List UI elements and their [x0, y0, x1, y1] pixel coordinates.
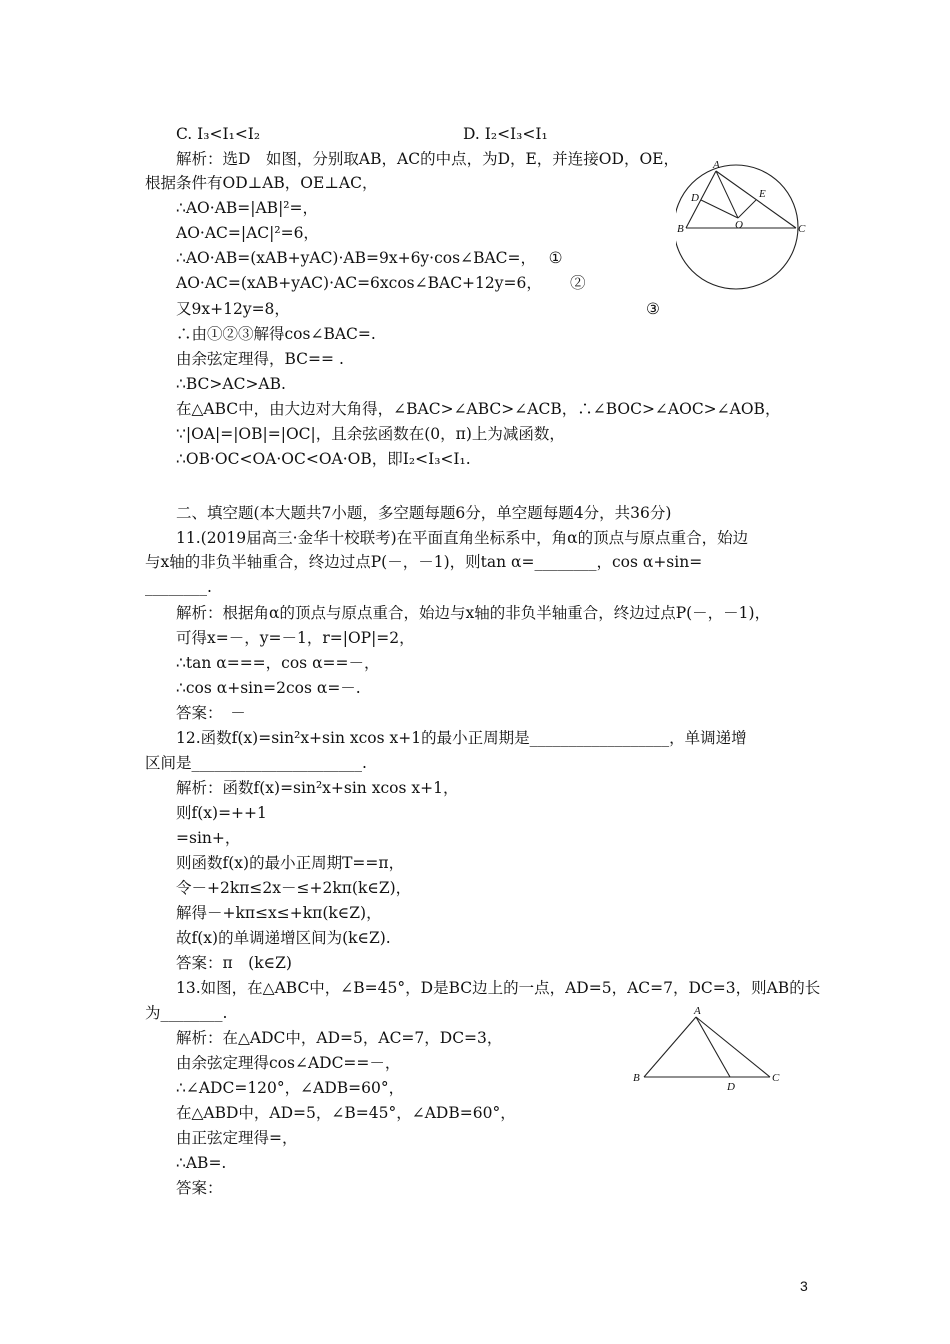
solution-line: 解析：函数f(x)=sin²x+sin xcos x+1，: [176, 779, 459, 797]
label-c: C: [798, 223, 806, 235]
question-line: 13.如图，在△ABC中，∠B=45°，D是BC边上的一点，AD=5，AC=7，DC=3，则AB的长: [176, 979, 821, 997]
solution-line: AO·AC=|AC|²=6，: [176, 224, 319, 242]
solution-line: 解析：选D 如图，分别取AB，AC的中点，为D，E，并连接OD，OE，: [176, 150, 679, 168]
solution-line: 根据条件有OD⊥AB，OE⊥AC，: [145, 174, 378, 192]
solution-line: ∴cos α+sin=2cos α=－.: [176, 679, 361, 697]
answer-line: 答案：π (k∈Z): [176, 954, 292, 972]
question-line: 为________.: [145, 1004, 228, 1022]
question-line: 与x轴的非负半轴重合，终边过点P(－，－1)，则tan α=________，cos α+sin=: [145, 553, 703, 571]
choice-d: D. I₂<I₃<I₁: [463, 125, 548, 143]
solution-line: 在△ABD中，AD=5，∠B=45°，∠ADB=60°，: [176, 1104, 516, 1122]
label-a: A: [713, 159, 720, 171]
label-d: D: [691, 192, 699, 204]
answer-line: 答案： －: [176, 704, 246, 722]
side-ab: [644, 1017, 696, 1077]
solution-line: 可得x=－，y=－1，r=|OP|=2，: [176, 629, 415, 647]
solution-line: ∴由①②③解得cos∠BAC=.: [176, 325, 376, 343]
solution-line: ∴∠ADC=120°，∠ADB=60°，: [176, 1079, 405, 1097]
solution-line: ∴AB=.: [176, 1154, 227, 1172]
solution-line: ∴BC>AC>AB.: [176, 375, 286, 393]
solution-line: ∴tan α===，cos α==－，: [176, 654, 380, 672]
solution-line: AO·AC=(xAB+yAC)·AC=6xcos∠BAC+12y=6， ②: [176, 274, 586, 292]
solution-line: 则f(x)=++1: [176, 804, 267, 822]
solution-line: 又9x+12y=8，: [176, 300, 290, 318]
circle-triangle-figure: [676, 155, 806, 305]
label-b: B: [633, 1072, 640, 1084]
solution-line: 则函数f(x)的最小正周期T==π，: [176, 854, 405, 872]
label-e: E: [759, 188, 766, 200]
solution-line: 解析：根据角α的顶点与原点重合，始边与x轴的非负半轴重合，终边过点P(－，－1)，: [176, 604, 771, 622]
solution-line: 解析：在△ADC中，AD=5，AC=7，DC=3，: [176, 1029, 503, 1047]
solution-line: 在△ABC中，由大边对大角得，∠BAC>∠ABC>∠ACB，∴∠BOC>∠AOC>∠AOB，: [176, 400, 781, 418]
question-line: 12.函数f(x)=sin²x+sin xcos x+1的最小正周期是__________________，单调递增: [176, 729, 747, 747]
solution-line: =sin+，: [176, 829, 241, 847]
segment-od: [701, 200, 738, 218]
answer-line: 答案：: [176, 1179, 223, 1197]
side-ac: [696, 1017, 770, 1077]
label-b: B: [677, 223, 684, 235]
equation-marker-3: ③: [646, 300, 660, 318]
page-number: 3: [800, 1278, 808, 1294]
choice-c: C. I₃<I₁<I₂: [176, 125, 261, 143]
question-line: ________.: [145, 578, 212, 596]
solution-line: 由正弦定理得=，: [176, 1129, 298, 1147]
segment-ad: [696, 1017, 730, 1077]
segment-ao: [716, 171, 738, 218]
section-title: 二、填空题(本大题共7小题，多空题每题6分，单空题每题4分，共36分): [176, 504, 672, 522]
solution-line: ∵|OA|=|OB|=|OC|，且余弦函数在(0，π)上为减函数，: [176, 425, 565, 443]
label-o: O: [735, 219, 743, 231]
solution-line: 令－+2kπ≤2x－≤+2kπ(k∈Z)，: [176, 879, 412, 897]
triangle-figure: [628, 1003, 788, 1093]
question-line: 11.(2019届高三·金华十校联考)在平面直角坐标系中，角α的顶点与原点重合，始边: [176, 529, 749, 547]
solution-line: 解得－+kπ≤x≤+kπ(k∈Z)，: [176, 904, 382, 922]
label-d: D: [727, 1081, 735, 1093]
question-line: 区间是______________________.: [145, 754, 367, 772]
label-a: A: [694, 1005, 701, 1017]
solution-line: 由余弦定理得cos∠ADC==－，: [176, 1054, 401, 1072]
label-c: C: [772, 1072, 780, 1084]
solution-line: ∴AO·AB=|AB|²=，: [176, 199, 318, 217]
solution-line: 由余弦定理得，BC== .: [176, 350, 344, 368]
solution-line: ∴AO·AB=(xAB+yAC)·AB=9x+6y·cos∠BAC=， ①: [176, 249, 563, 267]
solution-line: 故f(x)的单调递增区间为(k∈Z).: [176, 929, 391, 947]
segment-oe: [738, 200, 756, 218]
solution-line: ∴OB·OC<OA·OC<OA·OB，即I₂<I₃<I₁.: [176, 450, 471, 468]
side-ac: [716, 171, 796, 228]
